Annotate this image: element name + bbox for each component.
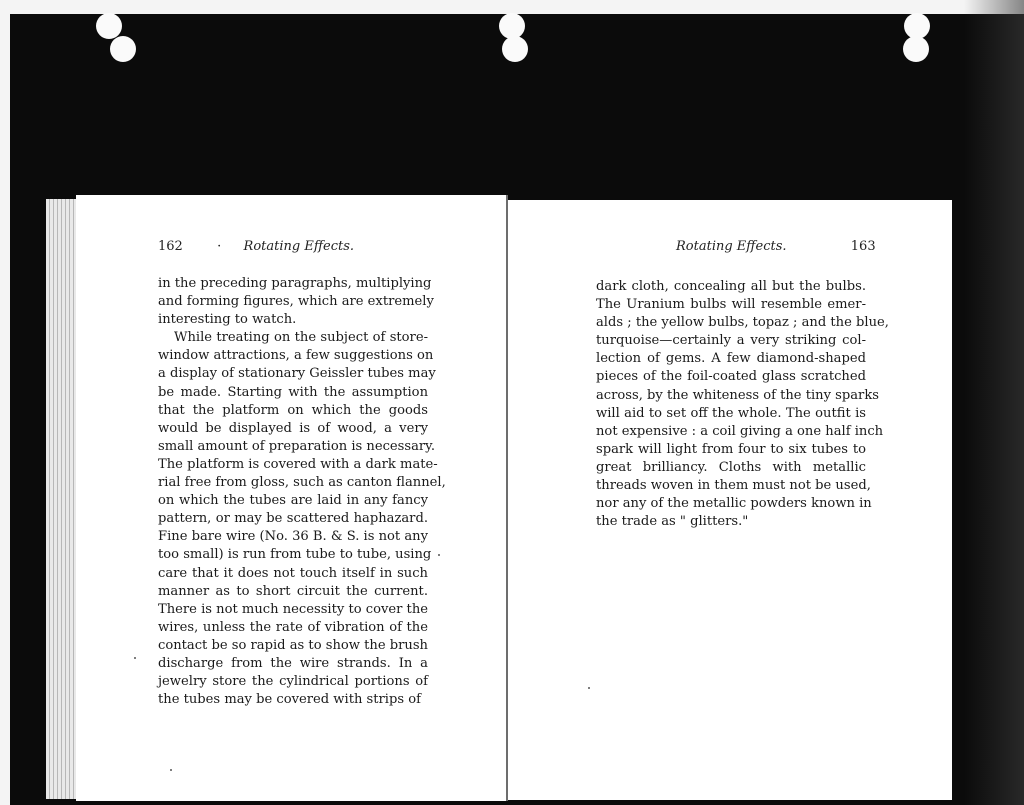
left-page-number: 162 — [158, 239, 183, 254]
scan-speck — [588, 687, 590, 689]
left-running-title: Rotating Effects. — [243, 239, 355, 254]
text-line: will aid to set off the whole. The outfit is — [596, 405, 866, 421]
scan-speck — [134, 657, 136, 659]
text-line: a display of stationary Geissler tubes may — [158, 366, 436, 382]
text-line: too small) is run from tube to tube, using — [158, 547, 432, 563]
left-running-head: 162 · Rotating Effects. — [158, 239, 355, 254]
open-book — [46, 195, 952, 801]
text-line: spark will light from four to six tubes to — [596, 441, 866, 457]
text-line: rial free from gloss, such as canton flannel, — [158, 475, 446, 491]
scan-speck — [170, 769, 172, 771]
text-line: threads woven in them must not be used, — [596, 478, 871, 494]
text-line: not expensive : a coil giving a one half inch — [596, 423, 884, 439]
text-line: manner as to short circuit the current. — [158, 583, 428, 599]
text-line: in the preceding paragraphs, multiplying — [158, 276, 432, 291]
scan-left-margin — [0, 0, 10, 805]
text-line: dark cloth, concealing all but the bulbs. — [596, 279, 866, 294]
right-page-number: 163 — [850, 239, 876, 254]
punch-hole-center-top — [499, 13, 525, 39]
text-line: be made. Starting with the assumption — [158, 384, 428, 400]
text-line: turquoise—certainly a very striking col- — [596, 333, 866, 349]
text-line: care that it does not touch itself in such — [158, 565, 428, 581]
text-line: wires, unless the rate of vibration of the — [158, 619, 428, 635]
text-line: the tubes may be covered with strips of — [158, 692, 421, 708]
text-line: pattern, or may be scattered haphazard. — [158, 511, 428, 527]
punch-hole-center-bottom — [502, 36, 528, 62]
left-page-text — [158, 275, 446, 709]
punch-hole-right-bottom — [903, 36, 929, 62]
text-line: and forming figures, which are extremely — [158, 294, 434, 310]
text-line: nor any of the metallic powders known in — [596, 496, 872, 512]
text-line: interesting to watch. — [158, 312, 297, 328]
text-line: the trade as " glitters." — [596, 514, 749, 530]
text-line: would be displayed is of wood, a very — [158, 420, 428, 436]
scan-top-margin — [0, 0, 1024, 14]
text-line: lection of gems. A few diamond-shaped — [596, 351, 866, 367]
text-line: There is not much necessity to cover the — [158, 601, 428, 617]
text-line: pieces of the foil-coated glass scratched — [596, 369, 866, 385]
page-edges — [46, 199, 80, 799]
text-line: The Uranium bulbs will resemble emer- — [596, 297, 866, 313]
right-running-title: Rotating Effects. — [676, 239, 787, 254]
text-line: great brilliancy. Cloths with metallic — [596, 459, 866, 475]
text-line: While treating on the subject of store- — [174, 330, 428, 346]
right-page — [508, 200, 952, 800]
text-line: alds ; the yellow bulbs, topaz ; and the blue, — [596, 315, 889, 331]
punch-hole-left-bottom — [110, 36, 136, 62]
text-line: The platform is covered with a dark mate- — [158, 456, 438, 472]
text-line: window attractions, a few suggestions on — [158, 348, 434, 364]
text-line: contact be so rapid as to show the brush — [158, 637, 428, 653]
text-line: that the platform on which the goods — [158, 402, 428, 418]
right-page-text — [596, 278, 889, 531]
text-line: small amount of preparation is necessary. — [158, 438, 435, 454]
scan-right-fade — [964, 0, 1024, 805]
text-line: across, by the whiteness of the tiny sparks — [596, 387, 879, 403]
text-line: on which the tubes are laid in any fancy — [158, 493, 428, 509]
text-line: Fine bare wire (No. 36 B. & S. is not any — [158, 529, 428, 545]
left-page — [76, 195, 508, 801]
text-line: discharge from the wire strands. In a — [158, 655, 428, 671]
right-running-head — [676, 239, 876, 254]
punch-hole-left-top — [96, 13, 122, 39]
scan-speck — [438, 554, 440, 556]
text-line: jewelry store the cylindrical portions of — [158, 674, 428, 690]
